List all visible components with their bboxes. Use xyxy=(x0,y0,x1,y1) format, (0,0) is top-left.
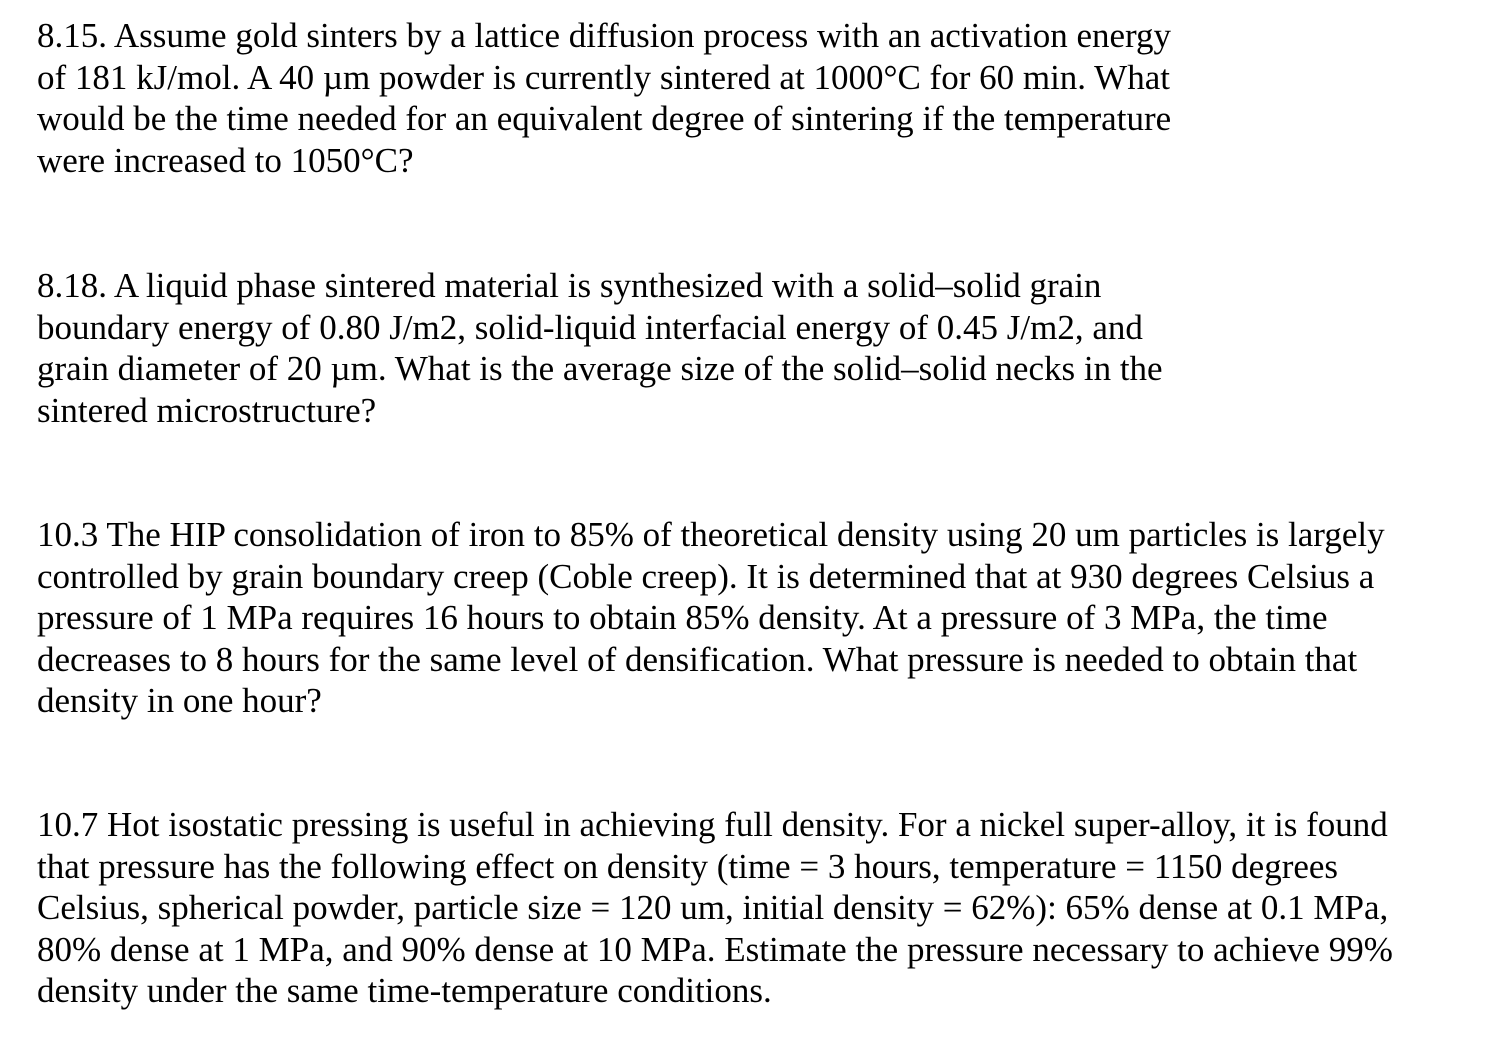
problem-line: decreases to 8 hours for the same level of densification. What pressure is needed to obtain that xyxy=(37,639,1358,679)
problem-line: were increased to 1050°C? xyxy=(37,140,414,180)
problem-line: that pressure has the following effect on density (time = 3 hours, temperature = 1150 degrees xyxy=(37,846,1339,886)
problem-line: boundary energy of 0.80 J/m2, solid-liquid interfacial energy of 0.45 J/m2, and xyxy=(37,307,1143,347)
problem-line: would be the time needed for an equivalent degree of sintering if the temperature xyxy=(37,99,1172,138)
problem-8-15 xyxy=(37,15,1171,181)
problem-line: sintered microstructure? xyxy=(37,390,377,430)
problem-10-7 xyxy=(37,804,1393,1012)
problem-line: density under the same time-temperature conditions. xyxy=(37,971,772,1010)
problem-line: grain diameter of 20 µm. What is the average size of the solid–solid necks in the xyxy=(37,349,1163,388)
problem-line: of 181 kJ/mol. A 40 µm powder is currently sintered at 1000°C for 60 min. What xyxy=(37,57,1170,97)
problem-line: pressure of 1 MPa requires 16 hours to obtain 85% density. At a pressure of 3 MPa, the time xyxy=(37,598,1328,637)
problem-line: 8.15. Assume gold sinters by a lattice diffusion process with an activation energy xyxy=(37,16,1172,55)
problem-line: 8.18. A liquid phase sintered material is synthesized with a solid–solid grain xyxy=(37,266,1102,305)
problem-8-18 xyxy=(37,265,1163,431)
problem-line: 10.7 Hot isostatic pressing is useful in achieving full density. For a nickel super-alloy, it is found xyxy=(37,805,1388,844)
problem-10-3 xyxy=(37,514,1385,722)
problem-line: controlled by grain boundary creep (Coble creep). It is determined that at 930 degrees Celsius a xyxy=(37,556,1375,596)
problem-line: Celsius, spherical powder, particle size = 120 um, initial density = 62%): 65% dense at 0.1 MPa, xyxy=(37,888,1389,927)
problem-line: 80% dense at 1 MPa, and 90% dense at 10 MPa. Estimate the pressure necessary to achieve 99% xyxy=(37,929,1393,969)
problem-line: 10.3 The HIP consolidation of iron to 85% of theoretical density using 20 um particles is largely xyxy=(37,515,1385,554)
problem-line: density in one hour? xyxy=(37,681,322,720)
